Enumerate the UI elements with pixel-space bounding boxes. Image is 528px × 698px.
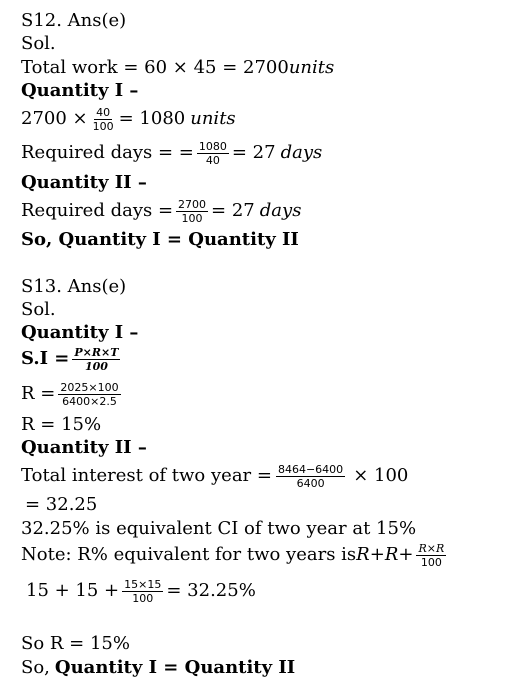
s13-equivalent-text: 32.25% is equivalent CI of two year at 15% xyxy=(21,518,417,539)
s12-required-days-2: Required days = $\frac{2700}{100}$ = 27 days xyxy=(21,197,302,225)
fraction: $\frac{R\times R}{100}$ xyxy=(418,541,445,569)
s13-total-interest-result: = 32.25 xyxy=(25,494,98,515)
fraction: $\frac{2025\times 100}{6400\times 2.5}$ xyxy=(60,380,119,408)
s12-quantity-2-title: Quantity II – xyxy=(21,172,147,193)
s13-sol: Sol. xyxy=(21,299,56,320)
s13-rate-result: R = 15% xyxy=(21,414,102,435)
s12-required-days-1: Required days = = $\frac{1080}{40}$ = 27 days xyxy=(21,139,323,167)
fraction: $\frac{40}{100}$ xyxy=(92,105,114,133)
s13-quantity-1-title: Quantity I – xyxy=(21,322,139,343)
s13-simple-interest-formula: S.I = $\frac{P\times R\times T}{100}$ xyxy=(21,345,119,373)
s13-heading: S13. Ans(e) xyxy=(21,276,127,297)
s12-sol: Sol. xyxy=(21,33,56,54)
s12-total-work: Total work = 60 × 45 = 2700 units xyxy=(21,57,335,78)
s12-conclusion: So, Quantity I = Quantity II xyxy=(21,229,299,250)
fraction: $\frac{1080}{40}$ xyxy=(198,139,227,167)
fraction: $\frac{8464-6400}{6400}$ xyxy=(277,462,344,490)
s12-quantity-1-calc: 2700 × $\frac{40}{100}$ = 1080 units xyxy=(21,105,236,133)
s13-total-interest: Total interest of two year = $\frac{8464-6400}{6400}$ × 100 xyxy=(21,462,409,490)
s13-conclusion: So, Quantity I = Quantity II xyxy=(21,657,296,678)
s13-rate-calc: R = $\frac{2025\times 100}{6400\times 2.5}$ xyxy=(21,380,119,408)
s12-heading: S12. Ans(e) xyxy=(21,10,127,31)
fraction: $\frac{15\times 15}{100}$ xyxy=(124,577,162,605)
s13-so-r: So R = 15% xyxy=(21,633,130,654)
fraction: $\frac{2700}{100}$ xyxy=(178,197,207,225)
s13-calc: 15 + 15 + $\frac{15\times 15}{100}$ = 32.25% xyxy=(26,577,256,605)
s13-note: Note: R% equivalent for two years is R + R + $\frac{R\times R}{100}$ xyxy=(21,541,445,569)
s13-quantity-2-title: Quantity II – xyxy=(21,437,147,458)
fraction: $\frac{P\times R\times T}{100}$ xyxy=(74,345,119,373)
s12-quantity-1-title: Quantity I – xyxy=(21,80,139,101)
